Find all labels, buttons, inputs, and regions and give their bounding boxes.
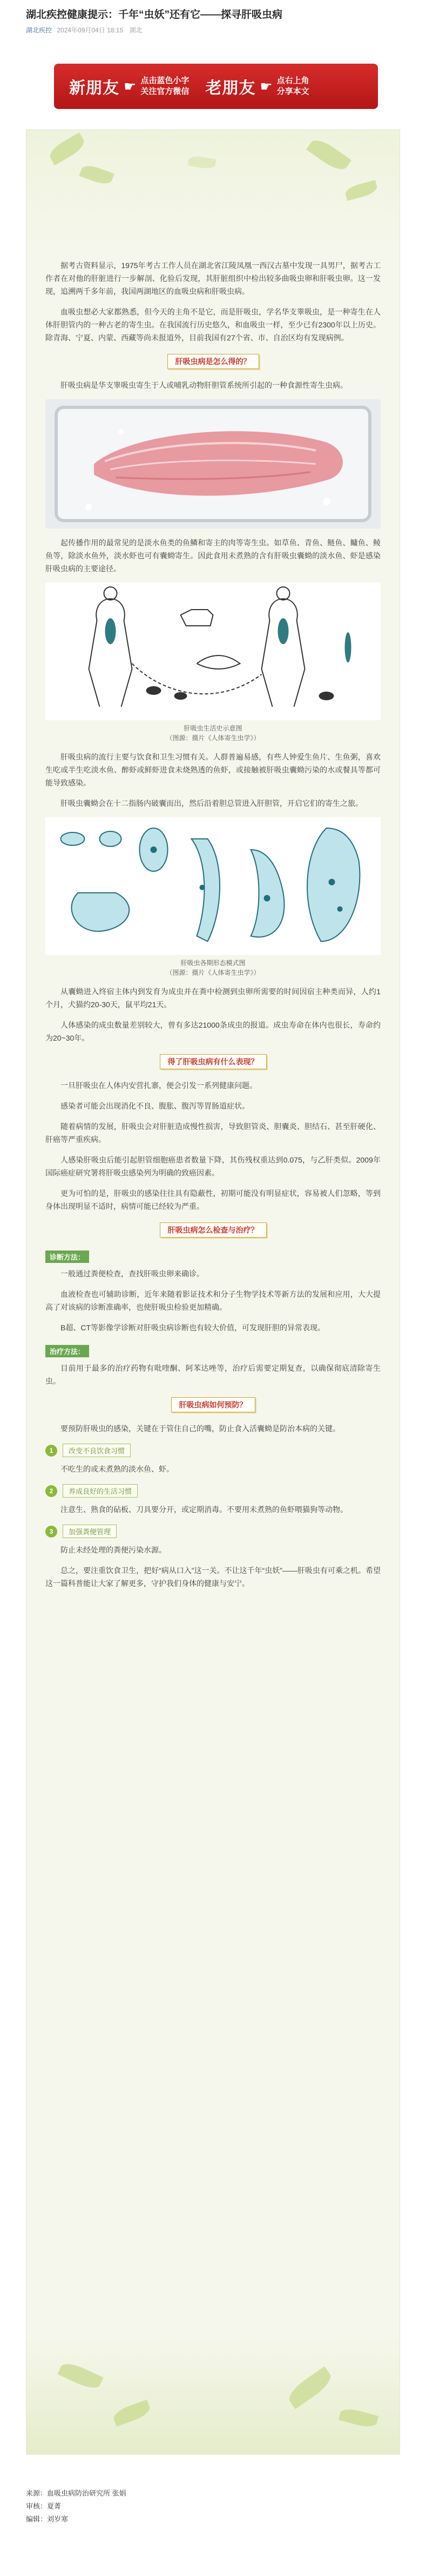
leaf-decoration-top [26, 130, 400, 249]
method-label: 改变不良饮食习惯 [63, 1444, 131, 1457]
section-paragraph: 要预防肝吸虫的感染，关键在于管住自己的嘴，防止食入活囊蚴是防治本病的关键。 [60, 1424, 340, 1433]
section-title: 肝吸虫病是怎么得的？ [45, 354, 381, 369]
old-friend-label: 老朋友 [205, 79, 256, 97]
step-number: 2 [45, 1485, 57, 1497]
article-title: 湖北疾控健康提示：千年“虫妖”还有它——探寻肝吸虫病 [26, 9, 283, 21]
prevention-method-3 [45, 1525, 381, 1538]
treatment-tag: 治疗方法： [45, 1345, 89, 1357]
diagram-caption: 肝吸虫各期形态模式图 （图源：摄片《人体寄生虫学》） [166, 959, 260, 976]
source-link[interactable]: 湖北疾控 [26, 26, 52, 34]
new-friend-tip: 点击蓝色小字 关注官方微信 [140, 76, 190, 96]
section-paragraph: 肝吸虫病的流行主要与饮食和卫生习惯有关。人群普遍易感，有些人钟爱生鱼片、生鱼粥，喜欢生吃或半生吃淡水鱼、醉虾或鲜虾进食未烧熟透的鱼虾，或接触被肝吸虫囊蚴污染的水或餐具等都可能导致感染。 [45, 753, 381, 787]
step-number: 1 [45, 1445, 57, 1457]
new-friend-label: 新朋友 [69, 79, 119, 97]
section-paragraph: 肝吸虫囊蚴会在十二指肠内破囊而出，然后沿着胆总管进入肝胆管，开启它们的寄生之旅。 [60, 799, 363, 808]
footer-editor: 编辑：刘岁寒 [26, 2515, 69, 2523]
article-body [26, 259, 400, 1597]
section-paragraph: B超、CT等影像学诊断对肝吸虫病诊断也有较大价值，可发现肝胆的异常表现。 [60, 1323, 325, 1332]
section-paragraph: 从囊蚴进入终宿主体内到发育为成虫并在粪中检测到虫卵所需要的时间因宿主种类而异，人约1个月，犬猫约20-30天，鼠平均21天。 [45, 987, 381, 1009]
article-header [0, 0, 426, 64]
leaf-decoration-bottom [26, 2335, 400, 2454]
diagram-caption: 肝吸虫生活史示意图 （图源：摄片《人体寄生虫学》） [166, 725, 260, 742]
pointing-hand-icon: ☛ [124, 78, 137, 94]
section-paragraph: 更为可怕的是，肝吸虫的感染往往具有隐蔽性，初期可能没有明显症状，容易被人们忽略，等到身体出现明显不适时，病情可能已经较为严重。 [45, 1189, 381, 1211]
diagnosis-tag: 诊断方法： [45, 1251, 89, 1263]
section-paragraph: 防止未经处理的粪便污染水源。 [60, 1546, 166, 1554]
section-title: 肝吸虫病如何预防？ [45, 1397, 381, 1412]
footer-source: 来源：血吸虫病防治研究所 张娟 [26, 2489, 126, 2497]
section-title: 肝吸虫病怎么检查与治疗？ [45, 1222, 381, 1238]
section-paragraph: 一旦肝吸虫在人体内安营扎寨，便会引发一系列健康问题。 [60, 1081, 257, 1090]
step-number: 3 [45, 1526, 57, 1538]
article-meta [26, 25, 400, 35]
life-cycle-diagram [45, 583, 381, 720]
pointing-hand-icon: ☛ [260, 78, 273, 94]
publish-location: 湖北 [129, 26, 143, 34]
old-friend-tip: 点右上角 分享本文 [276, 76, 309, 96]
prevention-method-1 [45, 1444, 381, 1457]
section-paragraph: 不吃生的或未煮熟的淡水鱼、虾。 [60, 1465, 174, 1473]
section-paragraph: 注意生、熟食的砧板、刀具要分开，或定期消毒。不要用未煮熟的鱼虾喂猫狗等动物。 [60, 1505, 348, 1514]
section-paragraph: 一般通过粪便检查，查找肝吸虫卵来确诊。 [60, 1269, 204, 1278]
section-paragraph: 感染者可能会出现消化不良、腹胀、腹泻等胃肠道症状。 [60, 1102, 249, 1110]
section-paragraph: 人感染肝吸虫后能引起胆管细胞癌患者数量下降，其伤残权重达到0.075，与乙肝类似。2009年国际癌症研究署将肝吸虫感染列为明确的致癌因素。 [45, 1156, 381, 1177]
section-paragraph: 起传播作用的最常见的是淡水鱼类的鱼鳞和寄主的肉等寄生虫。如草鱼、青鱼、鲢鱼、鳙鱼、鲮鱼等，除淡水鱼外，淡水虾也可有囊蚴寄生。因此食用未煮熟的含有肝吸虫囊蚴的淡水鱼、虾是感染肝吸虫病的主要途径。 [45, 538, 381, 573]
section-title: 得了肝吸虫病有什么表现？ [45, 1054, 381, 1069]
follow-banner[interactable] [54, 64, 378, 109]
article-footer [26, 2487, 126, 2526]
prevention-method-2 [45, 1484, 381, 1498]
method-label: 加强粪便管理 [63, 1525, 117, 1538]
footer-review: 审核：夏菁 [26, 2502, 62, 2510]
section-paragraph: 目前用于最多的治疗药物有吡喹酮、阿苯达唑等，治疗后需要定期复查，以确保彻底清除寄生虫。 [45, 1364, 381, 1385]
section-paragraph: 肝吸虫病是华支睾吸虫寄生于人或哺乳动物肝胆管系统所引起的一种食源性寄生虫病。 [60, 381, 348, 390]
intro-paragraph: 血吸虫想必大家都熟悉，但今天的主角不是它，而是肝吸虫，学名华支睾吸虫，是一种寄生在人体肝胆管内的一种古老的寄生虫。在我国流行历史悠久，和血吸虫一样，至少已有2300年以上历史。除青海、宁夏、内蒙、西藏等尚未报道外，目前我国有27个省、市、自治区均有发现病例。 [45, 308, 381, 342]
intro-paragraph: 据考古资料显示，1975年考古工作人员在湖北省江陵凤凰一西汉古墓中发现一具男尸，据考古工作者在对他的肝脏进行一步解剖、化验后发现，其肝脏组织中检出较多曲吸虫卵和肝吸虫卵。这一发现，追溯两千多年前，我国两湖地区的血吸虫病和肝吸虫病。 [45, 261, 381, 296]
section-paragraph: 血液检查也可辅助诊断，近年来随着影证技术和分子生物学技术等新方法的发展和应用，大大提高了对该病的诊断准确率，也使肝吸虫检验更加精确。 [45, 1290, 381, 1311]
parasite-stages-diagram [45, 817, 381, 955]
fish-fillet-photo [45, 399, 381, 529]
section-paragraph: 人体感染的成虫数量差别较大，曾有多达21000条成虫的报道。成虫寿命在体内也很长，寿命约为20~30年。 [45, 1021, 381, 1042]
closing-paragraph: 总之，要注重饮食卫生，把好“病从口入”这一关。不让这千年“虫妖”——肝吸虫有可乘之机。希望这一篇科普能让大家了解更多，守护我们身体的健康与安宁。 [45, 1566, 381, 1588]
section-paragraph: 随着病情的发展，肝吸虫会对肝脏造成慢性损害，导致胆管炎、胆囊炎、胆结石、甚至肝硬化、肝癌等严重疾病。 [45, 1122, 381, 1144]
publish-date: 2024年09月04日 18:15 [57, 26, 124, 34]
method-label: 养成良好的生活习惯 [63, 1484, 138, 1498]
